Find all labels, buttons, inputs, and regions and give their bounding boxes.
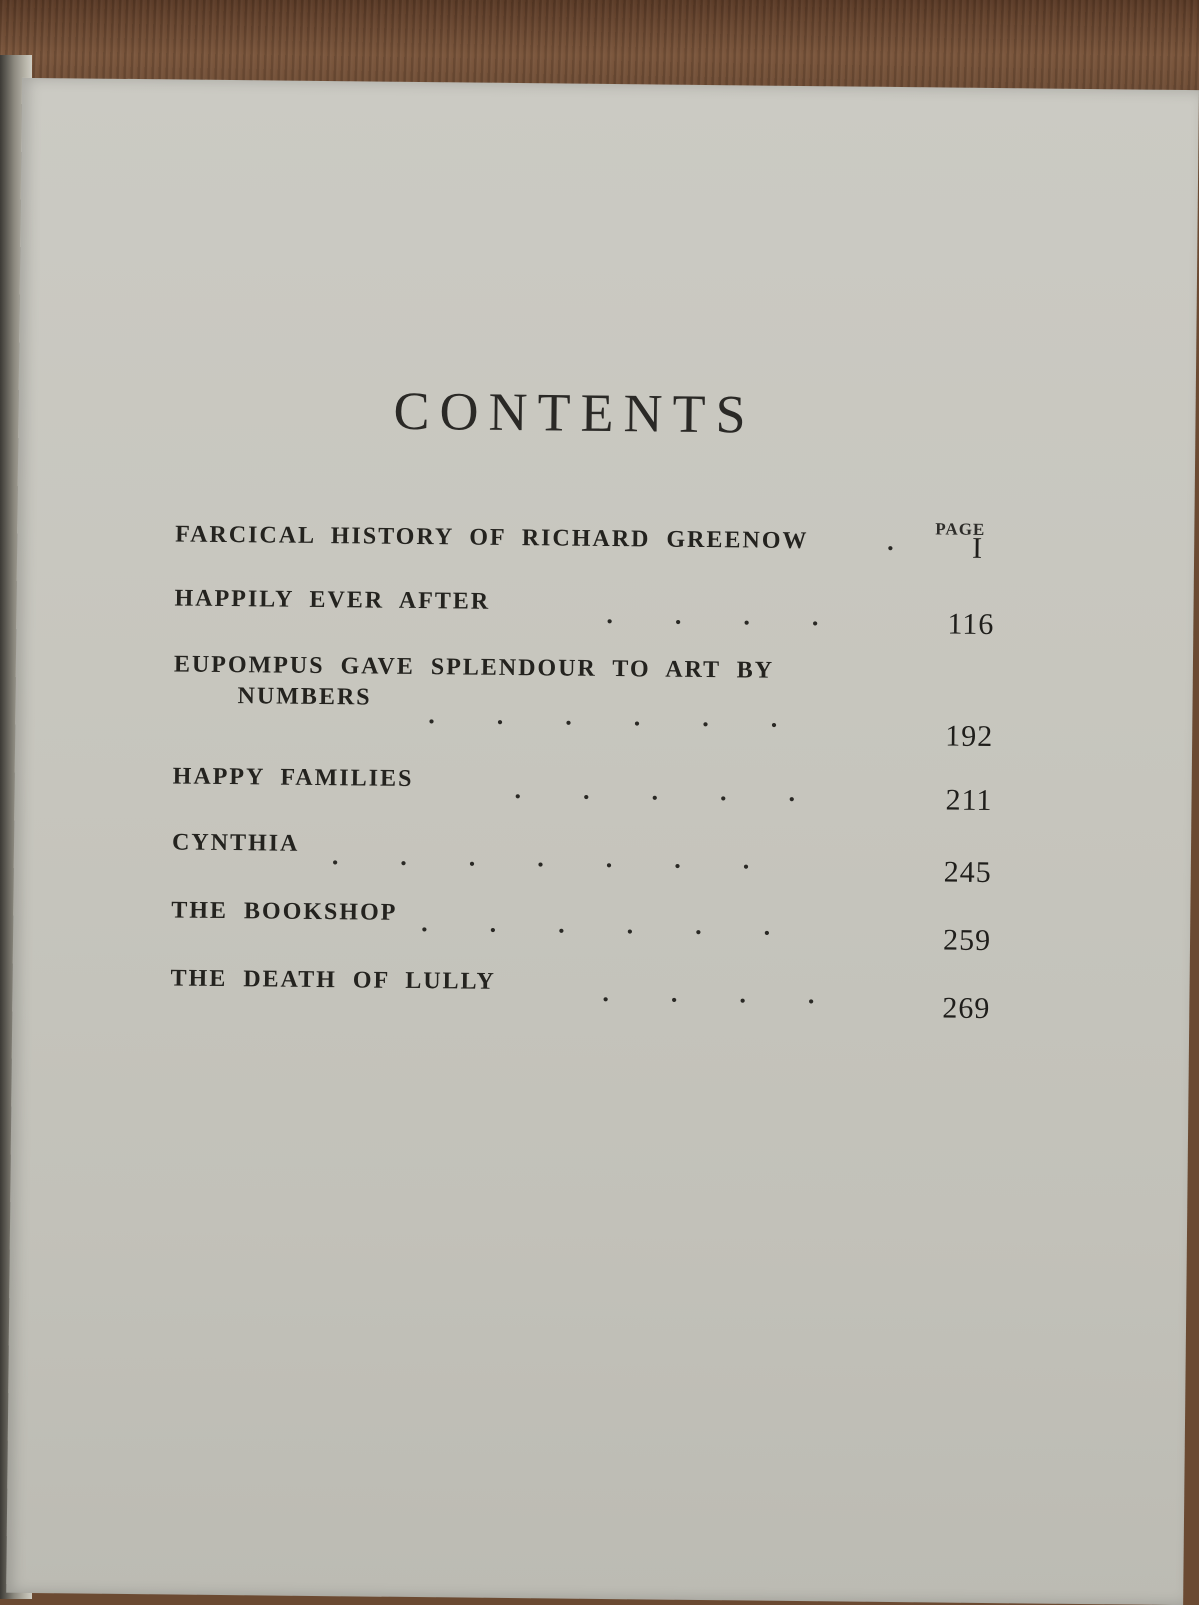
toc-leader-dots: .... [606,599,881,632]
toc-leader-dots: ...... [428,700,840,734]
toc-leader-dots: ....... [331,841,812,876]
toc-entry-title: HAPPILY EVER AFTER [174,585,491,615]
toc-entry [175,521,995,565]
toc-entry [171,897,992,958]
toc-entry-page: 116 [947,607,995,642]
toc-entry [170,965,991,1026]
toc-entry [173,651,994,754]
toc-entry-page: 259 [942,923,992,958]
toc-entry [171,829,992,890]
toc-entry-page: 269 [942,991,991,1026]
toc-entry-page: 245 [943,855,992,890]
toc-leader-dots: .... [602,977,877,1010]
toc-entry-title: EUPOMPUS GAVE SPLENDOUR TO ART BY [173,651,775,684]
toc-entry-page: 211 [945,783,993,818]
page-title: CONTENTS [393,380,756,445]
toc-entry-title: HAPPY FAMILIES [172,763,414,792]
book-page [6,78,1199,1605]
page-column-header: PAGE [935,519,986,539]
toc-entry-title: CYNTHIA [171,829,300,857]
toc-entry-title: THE BOOKSHOP [171,897,398,926]
toc-entry-title: FARCICAL HISTORY OF RICHARD GREENOW [175,521,809,555]
toc-entry-title-continued: NUMBERS [237,683,372,711]
toc-leader-dots: ..... [514,775,858,808]
toc-leader-dots: ...... [421,908,833,942]
toc-entry-page: I [971,531,984,565]
toc-entry-title: THE DEATH OF LULLY [170,965,496,995]
toc-entry [172,763,993,818]
toc-entry-page: 192 [945,719,994,754]
toc-leader-dots: . [887,526,956,557]
toc-entry [174,585,995,642]
